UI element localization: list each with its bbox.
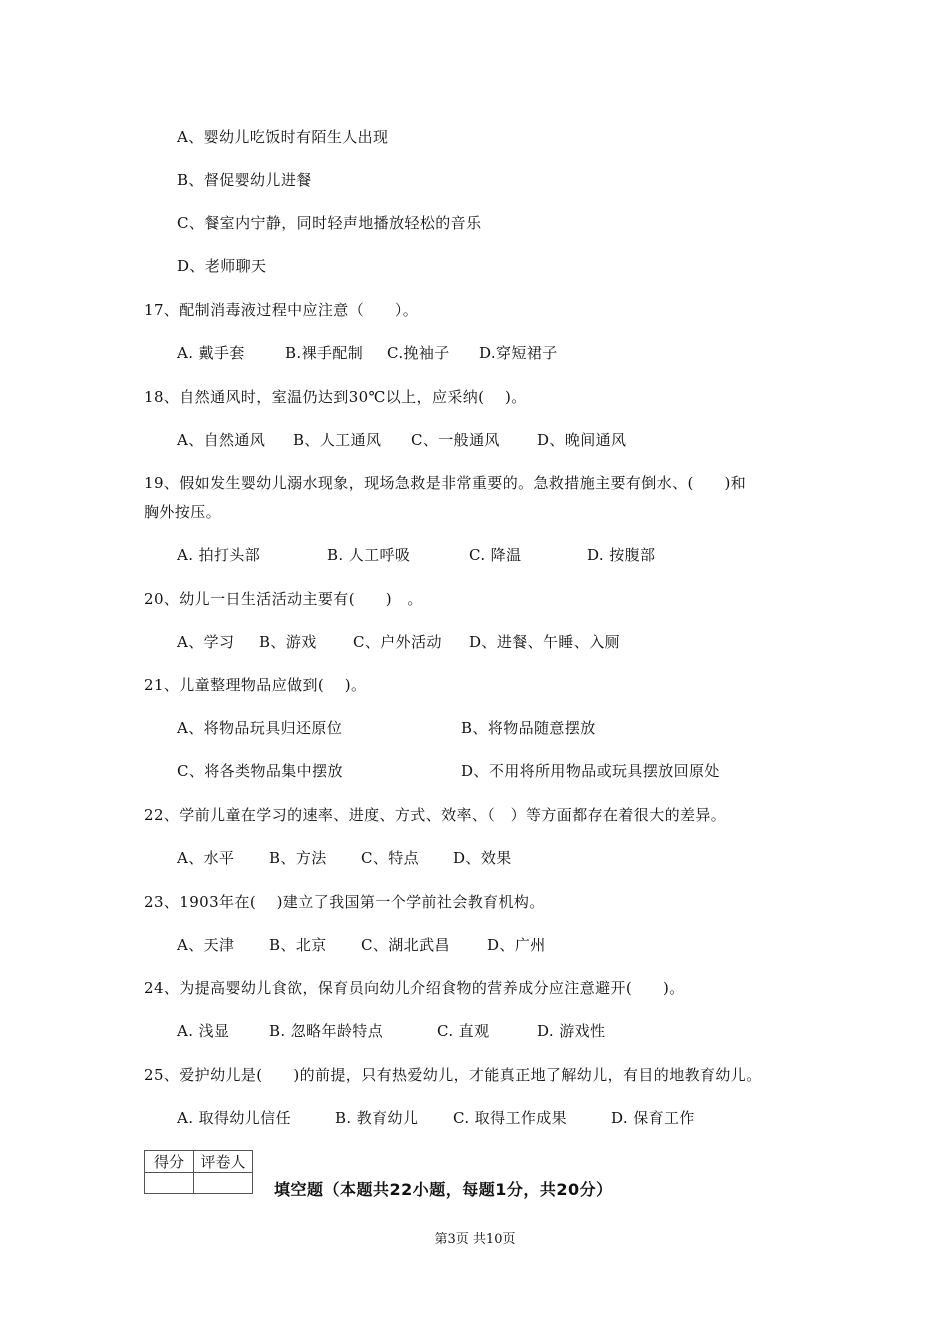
q21-option-d: D、不用将所用物品或玩具摆放回原处 <box>461 762 720 780</box>
q21-option-a: A、将物品玩具归还原位 <box>177 719 343 737</box>
q22-option-c: C、特点 <box>361 849 420 867</box>
q17-stem: 17、配制消毒液过程中应注意（ ）。 <box>144 301 419 319</box>
q16-option-d: D、老师聊天 <box>177 257 267 275</box>
grader-cell <box>194 1173 253 1194</box>
q20-stem: 20、幼儿一日生活活动主要有( ) 。 <box>144 590 423 608</box>
q22-option-d: D、效果 <box>453 849 512 867</box>
q25-stem: 25、爱护幼儿是( )的前提，只有热爱幼儿，才能真正地了解幼儿，有目的地教育幼儿。 <box>144 1066 762 1084</box>
score-header: 得分 <box>145 1151 194 1173</box>
q20-option-b: B、游戏 <box>259 633 317 651</box>
q23-option-d: D、广州 <box>487 936 546 954</box>
q22-stem: 22、学前儿童在学习的速率、进度、方式、效率、（ ）等方面都存在着很大的差异。 <box>144 806 727 824</box>
q16-option-b: B、督促婴幼儿进餐 <box>177 171 312 189</box>
q22-option-b: B、方法 <box>269 849 327 867</box>
q19-stem-line2: 胸外按压。 <box>144 503 222 521</box>
q23-option-a: A、天津 <box>177 936 235 954</box>
q24-option-c: C. 直观 <box>437 1022 490 1040</box>
q18-stem: 18、自然通风时，室温仍达到30℃以上，应采纳( )。 <box>144 388 527 406</box>
q25-option-a: A. 取得幼儿信任 <box>177 1109 291 1127</box>
q19-option-d: D. 按腹部 <box>587 546 656 564</box>
q18-option-d: D、晚间通风 <box>537 431 627 449</box>
q23-stem: 23、1903年在( )建立了我国第一个学前社会教育机构。 <box>144 893 545 911</box>
q21-option-c: C、将各类物品集中摆放 <box>177 762 343 780</box>
q21-option-b: B、将物品随意摆放 <box>461 719 596 737</box>
q22-option-a: A、水平 <box>177 849 235 867</box>
q17-option-c: C.挽袖子 <box>387 344 450 362</box>
q19-stem-line1: 19、假如发生婴幼儿溺水现象，现场急救是非常重要的。急救措施主要有倒水、( )和 <box>144 474 747 492</box>
q24-stem: 24、为提高婴幼儿食欲，保育员向幼儿介绍食物的营养成分应注意避开( )。 <box>144 979 685 997</box>
score-table <box>144 1150 253 1194</box>
q18-option-a: A、自然通风 <box>177 431 266 449</box>
q23-option-b: B、北京 <box>269 936 327 954</box>
q17-option-a: A. 戴手套 <box>177 344 245 362</box>
grader-header: 评卷人 <box>194 1151 253 1173</box>
q24-option-b: B. 忽略年龄特点 <box>269 1022 384 1040</box>
q19-option-c: C. 降温 <box>469 546 522 564</box>
q25-option-d: D. 保育工作 <box>611 1109 695 1127</box>
q17-option-b: B.裸手配制 <box>285 344 364 362</box>
q24-option-a: A. 浅显 <box>177 1022 230 1040</box>
q25-option-b: B. 教育幼儿 <box>335 1109 419 1127</box>
q18-option-c: C、一般通风 <box>411 431 500 449</box>
q17-option-d: D.穿短裙子 <box>479 344 558 362</box>
page-footer: 第3页 共10页 <box>434 1232 516 1247</box>
section-title: 填空题（本题共22小题，每题1分，共20分） <box>274 1180 613 1199</box>
q19-option-a: A. 拍打头部 <box>177 546 261 564</box>
q21-stem: 21、儿童整理物品应做到( )。 <box>144 676 367 694</box>
q20-option-c: C、户外活动 <box>353 633 442 651</box>
q16-option-a: A、婴幼儿吃饭时有陌生人出现 <box>177 128 389 146</box>
q23-option-c: C、湖北武昌 <box>361 936 450 954</box>
q19-option-b: B. 人工呼吸 <box>327 546 411 564</box>
q16-option-c: C、餐室内宁静，同时轻声地播放轻松的音乐 <box>177 214 482 232</box>
score-cell <box>145 1173 194 1194</box>
q24-option-d: D. 游戏性 <box>537 1022 606 1040</box>
q25-option-c: C. 取得工作成果 <box>453 1109 568 1127</box>
q20-option-d: D、进餐、午睡、入厕 <box>469 633 621 651</box>
q20-option-a: A、学习 <box>177 633 235 651</box>
q18-option-b: B、人工通风 <box>293 431 382 449</box>
